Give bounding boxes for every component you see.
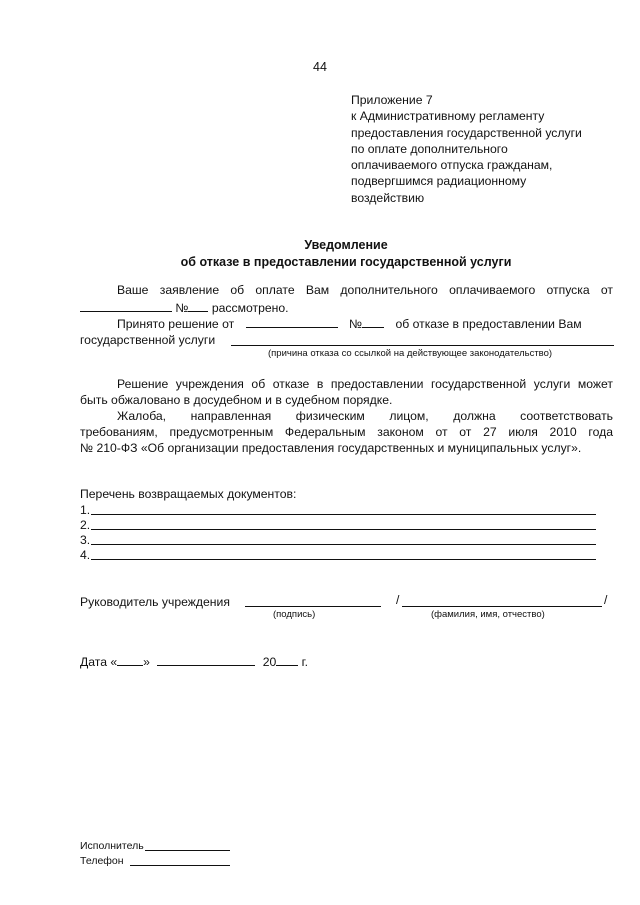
number-sign: № [175,301,189,315]
year-suffix: г. [301,655,309,669]
year-prefix: 20 [262,655,277,669]
decision-taken: Принято решение от [117,317,235,331]
reason-hint: (причина отказа со ссылкой на действующее законодательство) [268,348,553,359]
complaint-line-1: Жалоба, направленная физическим лицом, должна соответствовать [117,409,613,423]
reason-blank[interactable] [231,345,614,346]
page-number: 44 [313,60,327,74]
document-subtitle: об отказе в предоставлении государственной услуги [180,255,512,269]
complaint-line-2: требованиям, предусмотренным Федеральным законом от от 27 июля 2010 года [80,425,613,439]
full-name-line[interactable] [402,606,602,607]
document-title: Уведомление [304,238,388,252]
document-item-number: 1. [80,503,91,517]
statement-line-2 [80,300,289,315]
name-close-slash: / [604,593,608,607]
signature-label: Руководитель учреждения [80,595,230,609]
decision-service: государственной услуги [80,333,216,347]
document-item-line[interactable] [91,529,596,530]
decision-date-blank[interactable] [246,316,338,328]
document-item-line[interactable] [91,514,596,515]
executor-line[interactable] [145,850,230,851]
month-blank[interactable] [157,654,255,666]
phone-label: Телефон [80,855,124,867]
appendix-line: подвергшимся радиационному [351,174,527,189]
document-item-line[interactable] [91,544,596,545]
signature-hint: (подпись) [273,609,316,620]
appendix-line: оплачиваемого отпуска гражданам, [351,158,553,173]
date-label: Дата « [80,655,118,669]
document-item-number: 4. [80,548,91,562]
appendix-line: по оплате дополнительного [351,141,508,156]
date-close-quote: » [143,655,150,669]
reviewed-text: рассмотрено. [211,301,289,315]
day-blank[interactable] [117,654,143,666]
documents-heading: Перечень возвращаемых документов: [80,487,297,501]
year-blank[interactable] [276,654,298,666]
name-hint: (фамилия, имя, отчество) [431,609,545,620]
number-blank[interactable] [188,300,208,312]
phone-line[interactable] [130,865,230,866]
appendix-line: воздействию [351,190,425,205]
appendix-header [351,92,582,206]
document-item-line[interactable] [91,559,596,560]
appendix-line: Приложение 7 [351,93,433,107]
decision-line-1 [117,316,614,331]
document-item-number: 2. [80,518,91,532]
decision-number-blank[interactable] [362,316,384,328]
decision-number-sign: № [348,317,363,331]
decision-refusal: об отказе в предоставлении Вам [395,317,582,331]
document-item-number: 3. [80,533,91,547]
statement-line-1: Ваше заявление об оплате Вам дополнительного оплачиваемого отпуска от [117,283,613,297]
appeal-line-1: Решение учреждения об отказе в предоставлении государственной услуги может [117,377,613,391]
executor-label: Исполнитель [80,840,144,852]
date-blank[interactable] [80,300,172,312]
appendix-line: предоставления государственной услуги [351,125,582,140]
appendix-line: к Административному регламенту [351,109,545,124]
signature-line[interactable] [245,606,381,607]
complaint-line-3: № 210-ФЗ «Об организации предоставления государственных и муниципальных услуг». [80,441,582,455]
appeal-line-2: быть обжаловано в досудебном и в судебном порядке. [80,393,393,407]
name-open-slash: / [396,593,400,607]
date-line [80,654,308,669]
